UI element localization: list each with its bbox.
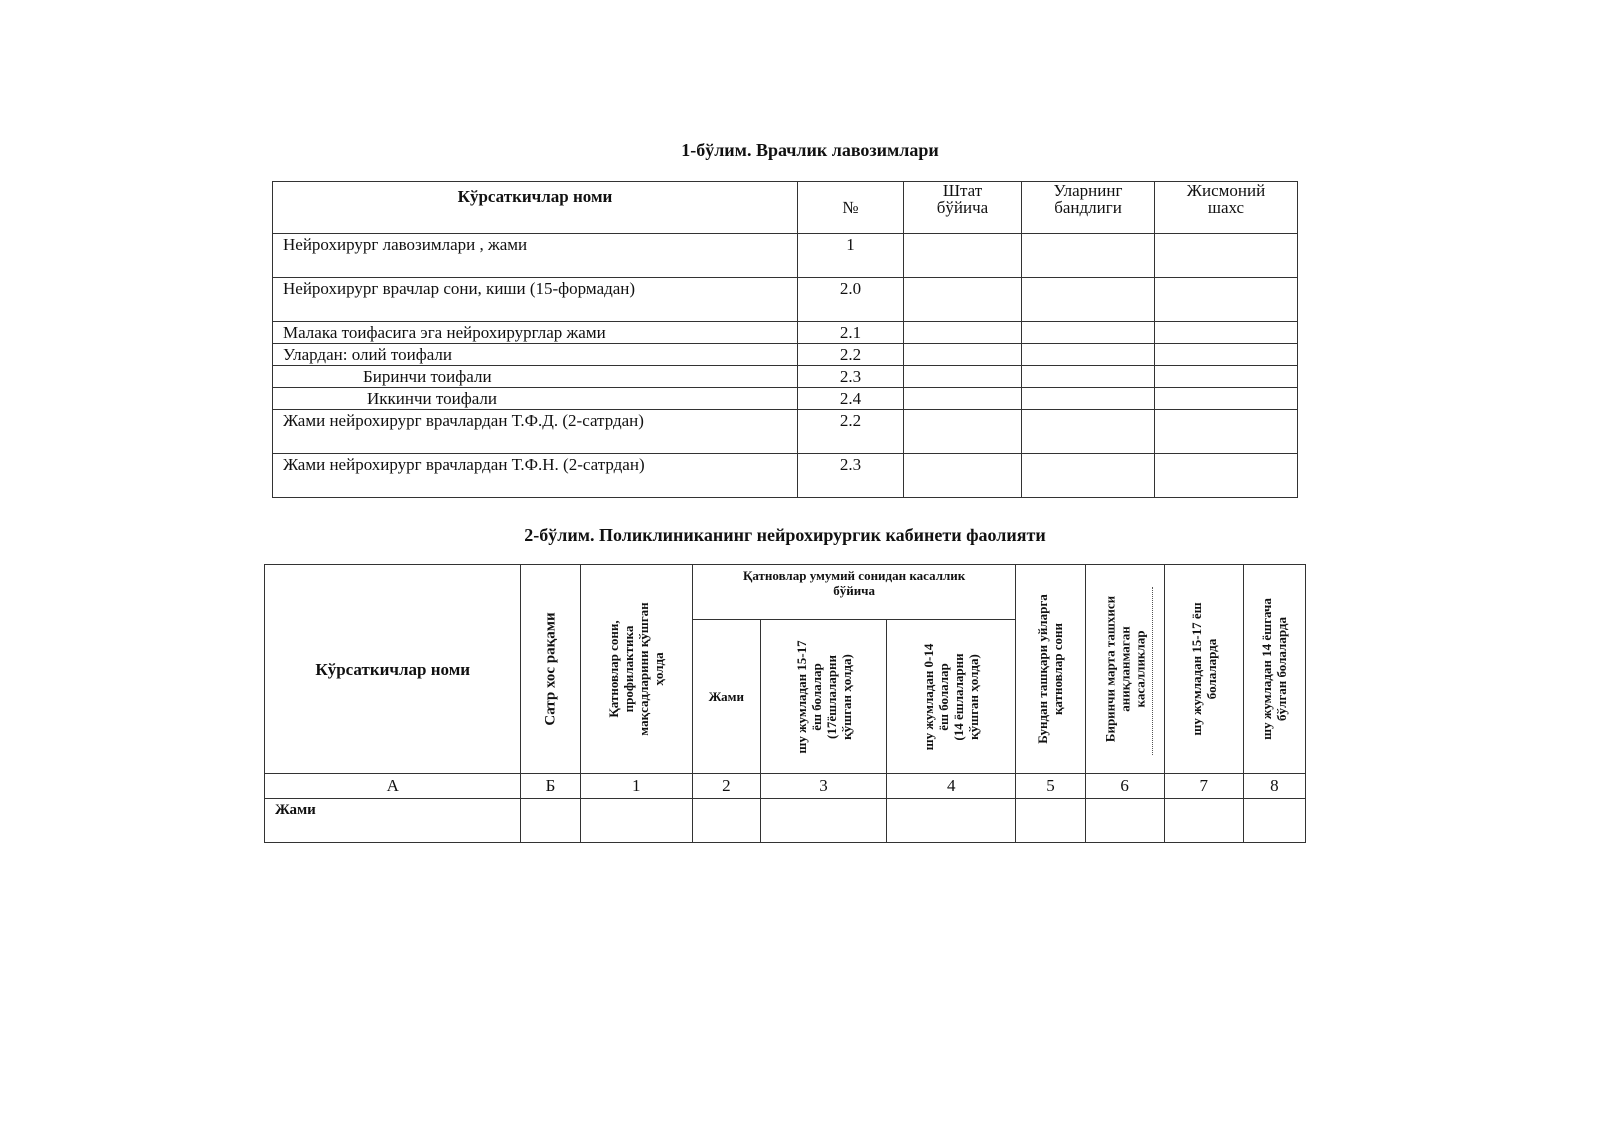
row-number: 2.3	[798, 454, 904, 498]
table-header-row	[265, 565, 1306, 620]
column-code: 1	[580, 774, 692, 799]
cell-occupancy[interactable]	[1022, 410, 1155, 454]
column-code: А	[265, 774, 521, 799]
header-teens-15-17: шу жумладан 15-17 ёш болалар (17ёшлаларни қўшган ҳолда)	[760, 620, 886, 774]
table-row	[273, 410, 1298, 454]
header-children-0-14: шу жумладан 0-14 ёш болалар (14 ёшлаларни қўшган ҳолда)	[887, 620, 1016, 774]
cell-persons[interactable]	[1155, 366, 1298, 388]
table-row	[273, 234, 1298, 278]
total-row-label: Жами	[265, 799, 521, 843]
activity-table	[264, 564, 1306, 843]
dotted-divider	[1152, 587, 1153, 755]
header-row-code: Сатр хос рақами	[521, 565, 580, 774]
table-row	[273, 344, 1298, 366]
row-number: 2.1	[798, 322, 904, 344]
row-label: Иккинчи тоифали	[273, 388, 798, 410]
column-code: 3	[760, 774, 886, 799]
column-codes-row	[265, 774, 1306, 799]
column-code: 6	[1085, 774, 1164, 799]
row-label: Биринчи тоифали	[273, 366, 798, 388]
cell-children-0-14[interactable]	[887, 799, 1016, 843]
header-occupancy: Уларнинг бандлиги	[1022, 182, 1155, 234]
row-label: Нейрохирург лавозимлари , жами	[273, 234, 798, 278]
cell-total[interactable]	[692, 799, 760, 843]
cell-row-code[interactable]	[521, 799, 580, 843]
cell-staff[interactable]	[904, 278, 1022, 322]
cell-occupancy[interactable]	[1022, 322, 1155, 344]
cell-staff[interactable]	[904, 410, 1022, 454]
cell-first-diagnosed[interactable]	[1085, 799, 1164, 843]
table-header-row	[273, 182, 1298, 234]
cell-staff[interactable]	[904, 344, 1022, 366]
row-label: Малака тоифасига эга нейрохирурглар жами	[273, 322, 798, 344]
table-row	[265, 799, 1306, 843]
cell-teens-15-17[interactable]	[760, 799, 886, 843]
cell-occupancy[interactable]	[1022, 278, 1155, 322]
cell-persons[interactable]	[1155, 454, 1298, 498]
row-number: 2.0	[798, 278, 904, 322]
header-disease-group: Қатновлар умумий сонидан касаллик бўйича	[692, 565, 1016, 620]
cell-staff[interactable]	[904, 234, 1022, 278]
row-label: Жами нейрохирург врачлардан Т.Ф.Н. (2-сатрдан)	[273, 454, 798, 498]
cell-persons[interactable]	[1155, 234, 1298, 278]
cell-occupancy[interactable]	[1022, 388, 1155, 410]
header-indicator-name: Кўрсаткичлар номи	[273, 182, 798, 234]
row-label: Жами нейрохирург врачлардан Т.Ф.Д. (2-сатрдан)	[273, 410, 798, 454]
cell-persons[interactable]	[1155, 388, 1298, 410]
cell-occupancy[interactable]	[1022, 366, 1155, 388]
cell-persons[interactable]	[1155, 344, 1298, 366]
column-code: 7	[1164, 774, 1243, 799]
table-row	[273, 388, 1298, 410]
cell-staff[interactable]	[904, 322, 1022, 344]
cell-persons[interactable]	[1155, 410, 1298, 454]
header-home-visits: Бундан ташқари уйларга қатновлар сони	[1016, 565, 1085, 774]
table-row	[273, 322, 1298, 344]
cell-persons[interactable]	[1155, 278, 1298, 322]
row-number: 2.4	[798, 388, 904, 410]
column-code: 4	[887, 774, 1016, 799]
column-code: Б	[521, 774, 580, 799]
table-row	[273, 366, 1298, 388]
table-row	[273, 454, 1298, 498]
cell-occupancy[interactable]	[1022, 234, 1155, 278]
cell-staff[interactable]	[904, 454, 1022, 498]
cell-children-15-17[interactable]	[1164, 799, 1243, 843]
header-children-15-17: шу жумладан 15-17 ёш болаларда	[1164, 565, 1243, 774]
cell-home-visits[interactable]	[1016, 799, 1085, 843]
header-first-diagnosed: Биринчи марта ташхиси аниқланмаган касалликлар	[1085, 565, 1164, 774]
header-persons: Жисмоний шахс	[1155, 182, 1298, 234]
section2-title: 2-бўлим. Поликлиниканинг нейрохирургик кабинети фаолияти	[524, 525, 1046, 545]
row-label: Улардан: олий тоифали	[273, 344, 798, 366]
header-number: №	[798, 182, 904, 234]
column-code: 2	[692, 774, 760, 799]
cell-persons[interactable]	[1155, 322, 1298, 344]
header-staff: Штат бўйича	[904, 182, 1022, 234]
header-children-under-14: шу жумладан 14 ёшгача бўлган болаларда	[1243, 565, 1305, 774]
column-code: 8	[1243, 774, 1305, 799]
row-number: 2.2	[798, 344, 904, 366]
section1-title: 1-бўлим. Врачлик лавозимлари	[681, 140, 939, 160]
cell-staff[interactable]	[904, 366, 1022, 388]
header-indicator-name: Кўрсаткичлар номи	[265, 565, 521, 774]
cell-visits[interactable]	[580, 799, 692, 843]
cell-children-under-14[interactable]	[1243, 799, 1305, 843]
positions-table	[272, 181, 1298, 498]
row-number: 2.2	[798, 410, 904, 454]
table-row	[273, 278, 1298, 322]
cell-occupancy[interactable]	[1022, 454, 1155, 498]
header-visits: Қатновлар сони, профилактика мақсадларини қўшган ҳолда	[580, 565, 692, 774]
column-code: 5	[1016, 774, 1085, 799]
row-label: Нейрохирург врачлар сони, киши (15-формадан)	[273, 278, 798, 322]
row-number: 1	[798, 234, 904, 278]
header-total: Жами	[692, 620, 760, 774]
cell-staff[interactable]	[904, 388, 1022, 410]
cell-occupancy[interactable]	[1022, 344, 1155, 366]
row-number: 2.3	[798, 366, 904, 388]
